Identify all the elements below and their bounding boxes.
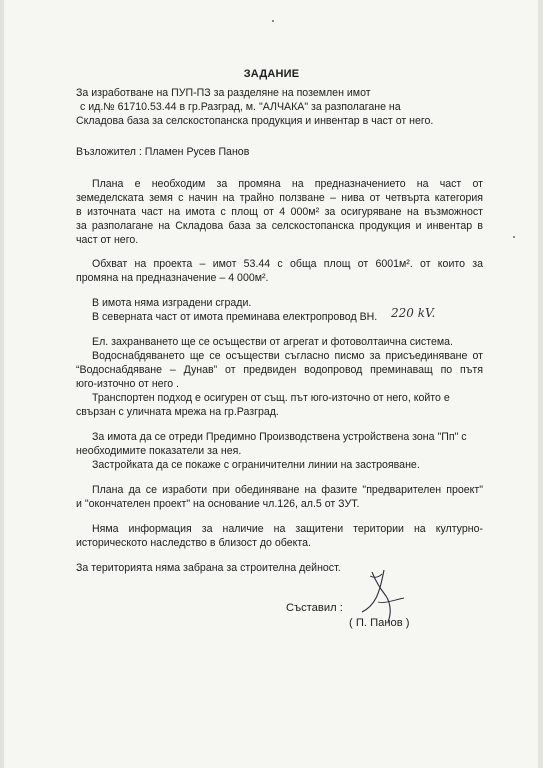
paragraph-1-line: част от него. [76,234,139,246]
paragraph-4-line: юго-източно от него . [76,378,179,390]
scan-edge-left [0,0,4,768]
paragraph-7-line: историческото наследство в близост до обекта. [76,537,311,549]
client-line: Възложител : Пламен Русев Панов [76,146,250,158]
paragraph-4-line: Транспортен подход е осигурен от същ. път юго-източно от него, който е [92,392,450,404]
paragraph-1-line: в източната част на имота с площ от 4 000м² за осигуряване на възможност [76,206,483,218]
paragraph-3-line: В северната част от имота преминава електропровод ВН. [92,311,378,323]
paragraph-3-line: В имота няма изградени сгради. [92,297,252,309]
signature-label: Съставил : [286,602,343,614]
paragraph-5-line: За имота да се отреди Предимно Производствена устройствена зона "Пп" с [92,431,467,443]
paragraph-8-line: За територията няма забрана за строителна дейност. [76,562,341,574]
subject-line-3: Складова база за селскостопанска продукция и инвентар в част от него. [76,115,434,127]
scan-speck [272,20,274,22]
paragraph-1-line: за разполагане на Складова база за селскостопанска продукция и инвентар в [76,220,483,232]
paragraph-7-line: Няма информация за наличие на защитени територии на културно- [92,523,483,535]
handwritten-voltage-note: 220 kV. [391,306,436,320]
paragraph-1-line: Плана е необходим за промяна на предназначението на част от [92,178,483,190]
document-title: ЗАДАНИЕ [243,68,300,80]
paragraph-2-line: Обхват на проекта – имот 53.44 с обща площ от 6001м². от които за [92,258,483,270]
handwritten-signature [358,568,418,628]
paragraph-2-line: промяна на предназначение – 4 000м². [76,272,269,284]
paragraph-6-line: и "окончателен проект" на основание чл.126, ал.5 от ЗУТ. [76,498,360,510]
paragraph-6-line: Плана да се изработи при обединяване на фазите "предварителен проект" [92,484,483,496]
paragraph-4-line: свързан с уличната мрежа на гр.Разград. [76,406,279,418]
paragraph-4-line: “Водоснабдяване – Дунав” от предвиден водопровод преминаващ по пътя [76,364,483,376]
paragraph-1-line: земеделската земя с начин на трайно ползване – нива от четвърта категория [76,192,483,204]
scan-speck [513,236,515,238]
subject-line-1: За изработване на ПУП-ПЗ за разделяне на поземлен имот [76,87,371,99]
paragraph-4-line: Ел. захранването ще се осъществи от агрегат и фотоволтаична система. [92,336,453,348]
subject-line-2: с ид.№ 61710.53.44 в гр.Разград, м. "АЛЧАКА" за разполагане на [80,101,401,113]
paragraph-5-line: необходимите показатели за нея. [76,445,242,457]
signature-name: ( П. Панов ) [349,617,410,629]
scan-edge-right [538,0,543,768]
paragraph-5-line: Застройката да се покаже с ограничителни линии на застрояване. [92,459,420,471]
paragraph-4-line: Водоснабдяването ще се осъществи съгласно писмо за присъединяване от [92,350,483,362]
